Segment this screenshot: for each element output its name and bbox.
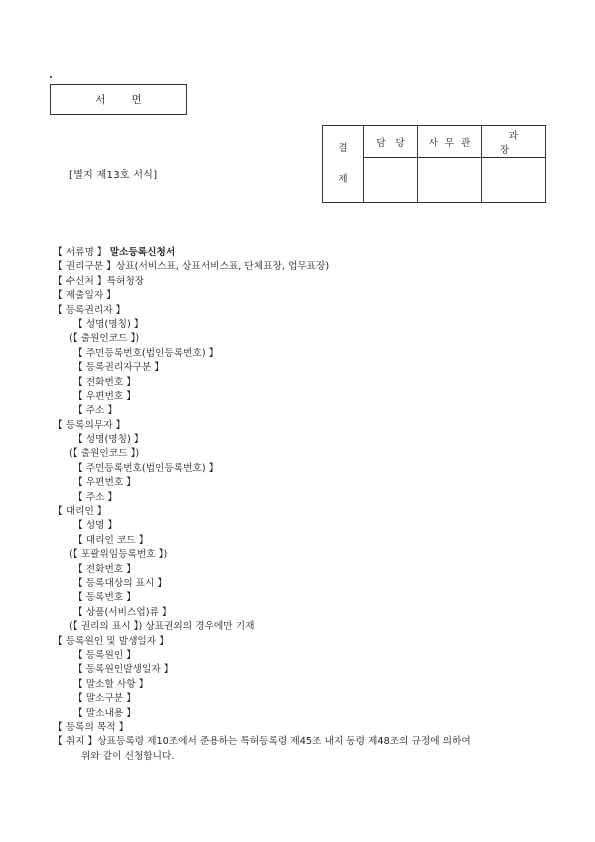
- holder-name-line: 【 성명(명칭) 】: [73, 318, 144, 330]
- holder-code-line: (【 출원인코드 】): [69, 333, 140, 345]
- obligor-zip-line: 【 우편번호 】: [73, 477, 136, 489]
- holder-address-line: 【 주소 】: [73, 405, 118, 417]
- agent-name-line: 【 성명 】: [73, 520, 118, 532]
- doc-name-label: 【 서류명 】: [53, 247, 107, 258]
- approval-side-top: 결: [338, 142, 348, 154]
- holder-phone-line: 【 전화번호 】: [73, 376, 136, 388]
- target-line: 【 등록대상의 표시 】: [73, 577, 168, 589]
- holder-zip-line: 【 우편번호 】: [73, 390, 136, 402]
- obligor-address-line: 【 주소 】: [73, 491, 118, 503]
- document-title: 서면: [95, 94, 168, 106]
- approval-header-3: 과장: [482, 126, 546, 158]
- doc-name-line: [53, 246, 563, 260]
- approval-cell-3[interactable]: [482, 158, 546, 203]
- cancel-type-line: 【 말소구분 】: [73, 693, 136, 705]
- holder-id-line: 【 주민등록번호(법인등록번호) 】: [73, 347, 219, 359]
- holder-line: 【 등록권리자 】: [53, 304, 126, 316]
- form-fields: [53, 246, 563, 764]
- recipient-line: 【 수신처 】특허청장: [53, 275, 145, 287]
- right-display-line: (【 권리의 표시 】) 상표권외의 경우에만 기재: [69, 621, 255, 633]
- intent-line: 【 취지 】상표등록령 제10조에서 준용하는 특허등록령 제45조 내지 동령 제48조의 규정에 의하여: [53, 736, 471, 748]
- obligor-name-line: 【 성명(명칭) 】: [73, 434, 144, 446]
- reg-number-line: 【 등록번호 】: [73, 592, 136, 604]
- obligor-code-line: (【 출원인코드 】): [69, 448, 140, 460]
- agent-phone-line: 【 전화번호 】: [73, 563, 136, 575]
- cause-line: 【 등록원인 및 발생일자 】: [53, 635, 169, 647]
- intent-continuation-line: 위와 같이 신청합니다.: [81, 750, 175, 762]
- holder-type-line: 【 등록권리자구분 】: [73, 362, 165, 374]
- approval-header-1: 담당: [364, 126, 418, 158]
- form-number: [별지 제13호 서식]: [69, 170, 158, 181]
- agent-code-line: 【 대리인 코드 】: [73, 534, 149, 546]
- doc-name-value: 말소등록신청서: [109, 247, 176, 258]
- approval-side-bottom: 제: [338, 174, 348, 185]
- cause-item-line: 【 등록원인 】: [73, 649, 136, 661]
- agent-line: 【 대리인 】: [53, 506, 107, 518]
- cancel-content-line: 【 말소내용 】: [73, 707, 136, 719]
- obligor-id-line: 【 주민등록번호(법인등록번호) 】: [73, 462, 219, 474]
- purpose-line: 【 등록의 목적 】: [53, 721, 129, 733]
- approval-header-2: 사무관: [418, 126, 482, 158]
- obligor-line: 【 등록의무자 】: [53, 419, 126, 431]
- agent-registration-line: (【 포괄위임등록번호 】): [69, 549, 168, 561]
- right-type-line: 【 권리구분 】상표(서비스표, 상표서비스표, 단체표장, 업무표장): [53, 261, 330, 273]
- goods-class-line: 【 상품(서비스업)류 】: [73, 606, 172, 618]
- cancel-item-line: 【 말소할 사항 】: [73, 678, 149, 690]
- approval-cell-1[interactable]: [364, 158, 418, 203]
- corner-mark: [50, 76, 52, 78]
- title-box: [50, 84, 187, 115]
- approval-table: [322, 125, 546, 203]
- approval-cell-2[interactable]: [418, 158, 482, 203]
- approval-side-label: [323, 126, 364, 203]
- submit-date-line: 【 제출일자 】: [53, 290, 116, 302]
- cause-date-line: 【 등록원인발생일자 】: [73, 664, 174, 676]
